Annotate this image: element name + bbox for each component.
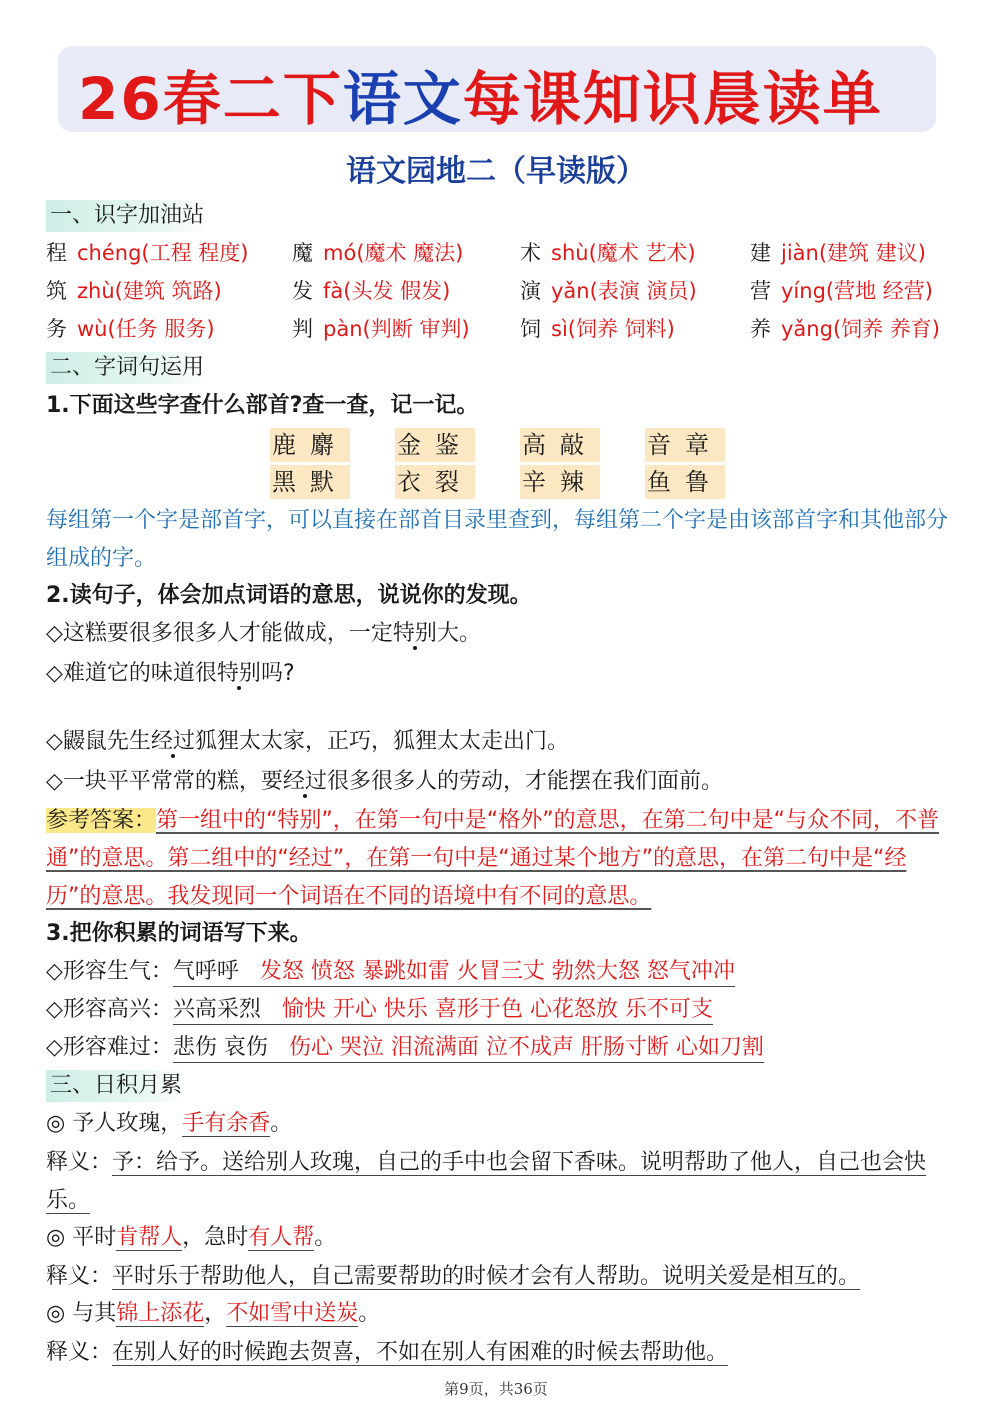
char-entry	[750, 314, 940, 344]
sentence-2	[46, 658, 295, 690]
answer-words: 伤心 哭泣 泪流满面 泣不成声 肝肠寸断 心如刀割	[288, 1035, 764, 1060]
answer-text: 第一组中的“特别”，在第一句中是“格外”的意思，在第二句中是“与众不同，不普通”的意思。第二组中的“经过”，在第一句中是“通过某个地方”的意思，在第二句中是“经历”的意思。我发现同一个词语在不同的语境中有不同的意思。	[46, 808, 940, 909]
sentence-text: ◇这糕要很多很多人才能做成，一定	[46, 621, 393, 646]
radical-pair: 辛辣	[520, 465, 600, 499]
words: (建筑 筑路)	[114, 279, 222, 303]
pinyin: sì	[551, 317, 568, 341]
saying-3	[46, 1298, 380, 1330]
saying-highlight: 有人帮	[248, 1225, 315, 1250]
pinyin: mó	[323, 241, 357, 265]
word-row-sad	[46, 1032, 764, 1064]
saying-text: ，	[204, 1301, 227, 1326]
sentence-text: 狐狸太太家，正巧，狐狸太太走出门。	[194, 729, 569, 754]
question-1: 1.下面这些字查什么部首?查一查，记一记。	[46, 393, 479, 418]
radical-pair: 黑默	[270, 465, 350, 499]
char: 演	[520, 279, 541, 303]
explanation-body: 予：给予。送给别人玫瑰，自己的手中也会留下香味。说明帮助了他人，自己也会快乐。	[46, 1150, 927, 1213]
pinyin: zhù	[77, 279, 115, 303]
char: 务	[46, 317, 67, 341]
words: (建筑 建议)	[818, 241, 926, 265]
explanation-label: 释义：	[46, 1264, 113, 1289]
answer-words: 发怒 愤怒 暴跳如雷 火冒三丈 勃然大怒 怒气冲冲	[259, 959, 735, 984]
saying-1	[46, 1108, 292, 1140]
question-3: 3.把你积累的词语写下来。	[46, 921, 312, 946]
page-number: 第9页，共36页	[444, 1380, 548, 1398]
char: 饲	[520, 317, 541, 341]
char-entry	[520, 238, 696, 268]
dotted-word: 特别	[392, 621, 437, 646]
radical-pair: 音章	[645, 428, 725, 462]
char: 判	[292, 317, 313, 341]
section-title-1: 一、识字加油站	[46, 200, 208, 232]
char: 营	[750, 279, 771, 303]
saying-text: ◎ 平时	[46, 1225, 117, 1250]
title-part-1: 26春二下	[78, 65, 343, 133]
words: (头发 假发)	[343, 279, 451, 303]
saying-text: 。	[270, 1111, 293, 1136]
radical-pair: 高敲	[520, 428, 600, 462]
saying-text: 。	[358, 1301, 381, 1326]
sentence-3	[46, 726, 569, 758]
char: 程	[46, 241, 67, 265]
explanation-body: 平时乐于帮助他人，自己需要帮助的时候才会有人帮助。说明关爱是相互的。	[112, 1264, 861, 1289]
pinyin: jiàn	[781, 241, 819, 265]
words: (工程 程度)	[141, 241, 249, 265]
sentence-4	[46, 766, 723, 798]
saying-highlight: 肯帮人	[116, 1225, 183, 1250]
pinyin: yǎn	[551, 279, 590, 303]
question-1-answer: 每组第一个字是部首字，可以直接在部首目录里查到，每组第二个字是由该部首字和其他部分组成的字。	[46, 508, 949, 571]
words: (表演 演员)	[589, 279, 697, 303]
title-part-2: 语文	[342, 65, 463, 133]
pinyin: shù	[551, 241, 589, 265]
radical-pair: 衣裂	[395, 465, 475, 499]
word-row-line	[173, 1035, 764, 1063]
explanation-2	[46, 1258, 951, 1296]
explanation-label: 释义：	[46, 1340, 113, 1365]
dotted-word: 经过	[150, 729, 195, 754]
char: 发	[292, 279, 313, 303]
words: (魔术 魔法)	[356, 241, 464, 265]
char-entry	[46, 276, 222, 306]
saying-highlight: 锦上添花	[116, 1301, 205, 1326]
char: 建	[750, 241, 771, 265]
words: (营地 经营)	[825, 279, 933, 303]
dotted-word: 经过	[282, 769, 327, 794]
sentence-1	[46, 618, 481, 650]
char-entry	[292, 276, 450, 306]
pinyin: wù	[77, 317, 108, 341]
given-word: 气呼呼	[172, 959, 239, 984]
char: 筑	[46, 279, 67, 303]
sentence-text: ◇难道它的味道很	[46, 661, 217, 686]
explanation-label: 释义：	[46, 1150, 113, 1175]
section-title-2: 二、字词句运用	[46, 352, 208, 384]
pinyin: yǎng	[781, 317, 833, 341]
char-entry	[520, 314, 675, 344]
answer-words: 愉快 开心 快乐 喜形于色 心花怒放 乐不可支	[281, 997, 713, 1022]
saying-highlight: 手有余香	[182, 1111, 271, 1136]
answer-label: 参考答案：	[46, 808, 157, 833]
section-title-3: 三、日积月累	[46, 1070, 186, 1102]
char: 养	[750, 317, 771, 341]
words: (判断 审判)	[362, 317, 470, 341]
char: 术	[520, 241, 541, 265]
words: (饲养 养育)	[832, 317, 940, 341]
pinyin: yíng	[781, 279, 826, 303]
sentence-text: 大。	[436, 621, 481, 646]
word-row-line	[173, 959, 735, 987]
question-2: 2.读句子，体会加点词语的意思，说说你的发现。	[46, 583, 532, 608]
explanation-3	[46, 1334, 951, 1372]
words: (魔术 艺术)	[588, 241, 696, 265]
char-entry	[292, 238, 463, 268]
sentence-text: 吗?	[260, 661, 295, 686]
char-entry	[46, 238, 248, 268]
char-entry	[520, 276, 697, 306]
char: 魔	[292, 241, 313, 265]
sentence-text: ◇鼹鼠先生	[46, 729, 151, 754]
saying-text: ◎ 与其	[46, 1301, 117, 1326]
sentence-text: 很多很多人的劳动，才能摆在我们面前。	[326, 769, 723, 794]
saying-text: 。	[314, 1225, 337, 1250]
char-entry	[46, 314, 215, 344]
saying-2	[46, 1222, 336, 1254]
saying-text: ◎ 予人玫瑰，	[46, 1111, 183, 1136]
word-row-angry	[46, 956, 735, 988]
pinyin: pàn	[323, 317, 363, 341]
words: (饲养 饲料)	[567, 317, 675, 341]
char-entry	[750, 276, 933, 306]
word-row-label: ◇形容高兴：	[46, 997, 173, 1022]
radical-pair: 鱼鲁	[645, 465, 725, 499]
radical-pair: 鹿麝	[270, 428, 350, 462]
saying-highlight: 不如雪中送炭	[226, 1301, 359, 1326]
explanation-1	[46, 1144, 951, 1220]
page-title	[78, 52, 883, 136]
radical-pair: 金鉴	[395, 428, 475, 462]
sentence-text: ◇一块平平常常的糕，要	[46, 769, 283, 794]
word-row-label: ◇形容难过：	[46, 1035, 173, 1060]
saying-text: ，急时	[182, 1225, 249, 1250]
words: (任务 服务)	[107, 317, 215, 341]
explanation-body: 在别人好的时候跑去贺喜，不如在别人有困难的时候去帮助他。	[112, 1340, 729, 1365]
page-subtitle: 语文园地二（早读版）	[346, 154, 646, 189]
char-entry	[292, 314, 470, 344]
char-entry	[750, 238, 926, 268]
word-row-label: ◇形容生气：	[46, 959, 173, 984]
pinyin: fà	[323, 279, 344, 303]
pinyin: chéng	[77, 241, 142, 265]
title-part-3: 每课知识晨读单	[462, 65, 883, 133]
given-word: 悲伤 哀伤	[172, 1035, 268, 1060]
reference-answer	[46, 802, 951, 916]
word-row-happy	[46, 994, 713, 1026]
dotted-word: 特别	[216, 661, 261, 686]
given-word: 兴高采烈	[172, 997, 261, 1022]
word-row-line	[173, 997, 713, 1025]
